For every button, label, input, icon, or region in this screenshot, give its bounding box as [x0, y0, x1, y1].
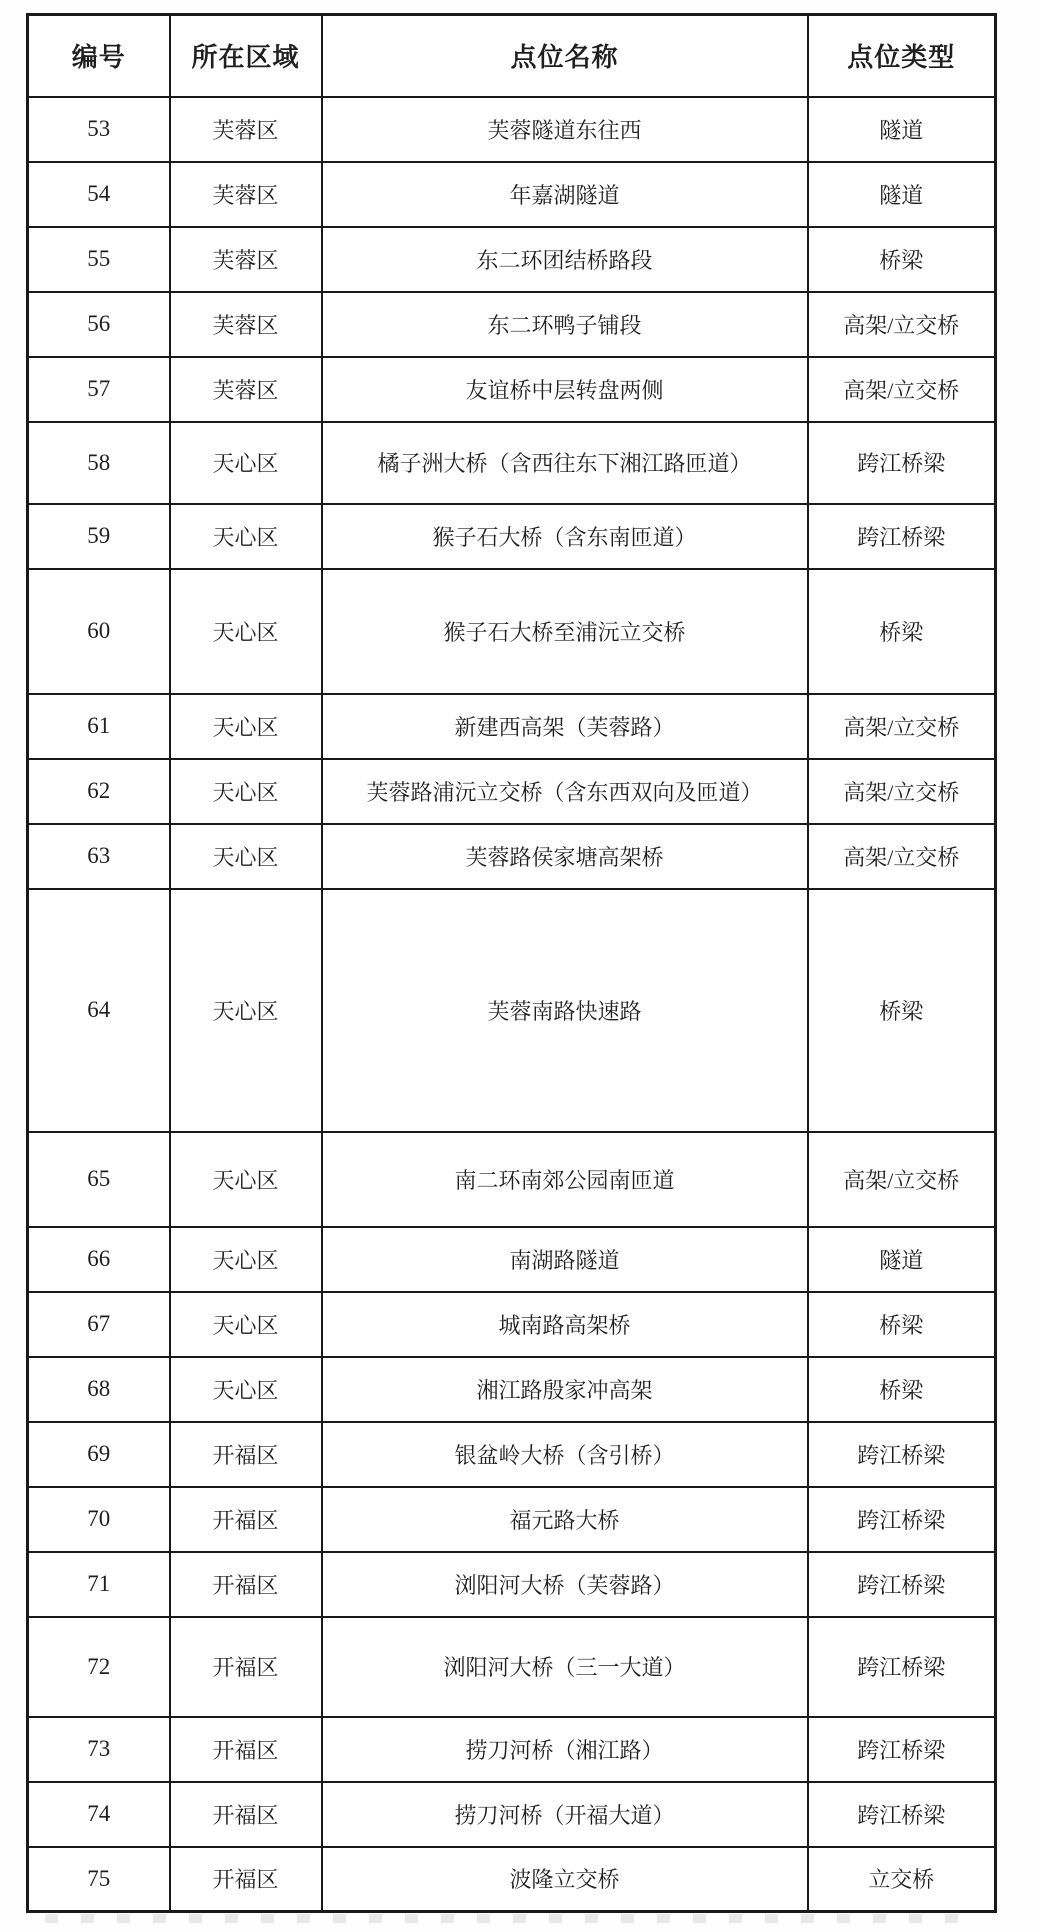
- table-row: [28, 1292, 996, 1357]
- cell-number: 67: [28, 1292, 170, 1357]
- cell-district: 开福区: [170, 1617, 322, 1717]
- cell-district: 开福区: [170, 1847, 322, 1912]
- cell-point-name: 福元路大桥: [322, 1487, 808, 1552]
- cell-point-name: 年嘉湖隧道: [322, 162, 808, 227]
- cell-number: 53: [28, 97, 170, 162]
- cell-point-name: 东二环鸭子铺段: [322, 292, 808, 357]
- table-row: [28, 1357, 996, 1422]
- cell-point-name: 猴子石大桥至浦沅立交桥: [322, 569, 808, 694]
- table-row: [28, 1552, 996, 1617]
- cell-number: 62: [28, 759, 170, 824]
- table-row: [28, 504, 996, 569]
- cell-number: 56: [28, 292, 170, 357]
- cell-point-type: 桥梁: [808, 1357, 996, 1422]
- cell-point-type: 隧道: [808, 97, 996, 162]
- table-row: [28, 1132, 996, 1227]
- cell-point-type: 跨江桥梁: [808, 1487, 996, 1552]
- cell-district: 芙蓉区: [170, 97, 322, 162]
- cell-district: 开福区: [170, 1487, 322, 1552]
- cell-point-name: 芙蓉路浦沅立交桥（含东西双向及匝道）: [322, 759, 808, 824]
- cell-number: 74: [28, 1782, 170, 1847]
- cell-number: 65: [28, 1132, 170, 1227]
- col-header-district: 所在区域: [170, 15, 322, 97]
- cell-number: 59: [28, 504, 170, 569]
- cell-point-name: 芙蓉隧道东往西: [322, 97, 808, 162]
- cell-point-type: 隧道: [808, 1227, 996, 1292]
- cell-number: 69: [28, 1422, 170, 1487]
- table-row: [28, 1617, 996, 1717]
- cell-point-name: 东二环团结桥路段: [322, 227, 808, 292]
- cell-number: 66: [28, 1227, 170, 1292]
- table-row: [28, 1847, 996, 1912]
- cell-point-type: 高架/立交桥: [808, 694, 996, 759]
- table-row: [28, 1487, 996, 1552]
- cell-point-type: 跨江桥梁: [808, 1617, 996, 1717]
- cell-point-type: 高架/立交桥: [808, 292, 996, 357]
- cell-district: 天心区: [170, 422, 322, 504]
- table-row: [28, 227, 996, 292]
- cell-number: 58: [28, 422, 170, 504]
- cell-point-type: 跨江桥梁: [808, 1717, 996, 1782]
- table-row: [28, 1227, 996, 1292]
- cell-point-name: 城南路高架桥: [322, 1292, 808, 1357]
- cell-point-name: 浏阳河大桥（芙蓉路）: [322, 1552, 808, 1617]
- table-row: [28, 824, 996, 889]
- cell-number: 63: [28, 824, 170, 889]
- cell-district: 天心区: [170, 504, 322, 569]
- cell-district: 开福区: [170, 1717, 322, 1782]
- cell-district: 天心区: [170, 694, 322, 759]
- cell-district: 天心区: [170, 1132, 322, 1227]
- table-row: [28, 569, 996, 694]
- table-row: [28, 422, 996, 504]
- table-row: [28, 1782, 996, 1847]
- header-row: [28, 15, 996, 97]
- col-header-point-name: 点位名称: [322, 15, 808, 97]
- table-row: [28, 292, 996, 357]
- cell-point-name: 友谊桥中层转盘两侧: [322, 357, 808, 422]
- cell-point-type: 高架/立交桥: [808, 759, 996, 824]
- cell-point-type: 桥梁: [808, 569, 996, 694]
- cell-point-name: 猴子石大桥（含东南匝道）: [322, 504, 808, 569]
- cell-district: 天心区: [170, 824, 322, 889]
- table-row: [28, 889, 996, 1132]
- cell-number: 68: [28, 1357, 170, 1422]
- cell-district: 天心区: [170, 1357, 322, 1422]
- cell-point-type: 跨江桥梁: [808, 1552, 996, 1617]
- table-row: [28, 694, 996, 759]
- cell-point-name: 芙蓉路侯家塘高架桥: [322, 824, 808, 889]
- table-row: [28, 1422, 996, 1487]
- cell-point-type: 跨江桥梁: [808, 1782, 996, 1847]
- cell-district: 天心区: [170, 1227, 322, 1292]
- cell-point-type: 跨江桥梁: [808, 422, 996, 504]
- cell-point-name: 新建西高架（芙蓉路）: [322, 694, 808, 759]
- cell-district: 开福区: [170, 1422, 322, 1487]
- cell-number: 61: [28, 694, 170, 759]
- cell-point-type: 隧道: [808, 162, 996, 227]
- cell-number: 73: [28, 1717, 170, 1782]
- cell-point-type: 高架/立交桥: [808, 1132, 996, 1227]
- cell-point-type: 桥梁: [808, 227, 996, 292]
- cell-district: 天心区: [170, 759, 322, 824]
- cell-point-name: 湘江路殷家冲高架: [322, 1357, 808, 1422]
- cell-point-name: 南湖路隧道: [322, 1227, 808, 1292]
- cell-point-name: 橘子洲大桥（含西往东下湘江路匝道）: [322, 422, 808, 504]
- cell-point-name: 捞刀河桥（开福大道）: [322, 1782, 808, 1847]
- cell-point-type: 高架/立交桥: [808, 357, 996, 422]
- cell-district: 芙蓉区: [170, 227, 322, 292]
- cell-point-name: 浏阳河大桥（三一大道）: [322, 1617, 808, 1717]
- table-body: [28, 97, 996, 1912]
- cell-number: 54: [28, 162, 170, 227]
- table-row: [28, 1717, 996, 1782]
- cell-district: 天心区: [170, 889, 322, 1132]
- table-row: [28, 759, 996, 824]
- cell-number: 57: [28, 357, 170, 422]
- cell-point-name: 波隆立交桥: [322, 1847, 808, 1912]
- cell-point-type: 立交桥: [808, 1847, 996, 1912]
- cell-point-name: 南二环南郊公园南匝道: [322, 1132, 808, 1227]
- cell-point-name: 芙蓉南路快速路: [322, 889, 808, 1132]
- cell-district: 芙蓉区: [170, 162, 322, 227]
- cell-point-type: 桥梁: [808, 1292, 996, 1357]
- cell-district: 芙蓉区: [170, 292, 322, 357]
- cell-number: 72: [28, 1617, 170, 1717]
- cell-district: 芙蓉区: [170, 357, 322, 422]
- cell-district: 天心区: [170, 569, 322, 694]
- cell-number: 64: [28, 889, 170, 1132]
- cell-district: 开福区: [170, 1552, 322, 1617]
- monitoring-points-table: [26, 13, 997, 1913]
- cell-number: 70: [28, 1487, 170, 1552]
- cell-district: 天心区: [170, 1292, 322, 1357]
- cell-point-type: 跨江桥梁: [808, 1422, 996, 1487]
- cell-point-name: 捞刀河桥（湘江路）: [322, 1717, 808, 1782]
- cell-point-type: 桥梁: [808, 889, 996, 1132]
- table-row: [28, 97, 996, 162]
- cell-point-type: 高架/立交桥: [808, 824, 996, 889]
- cell-district: 开福区: [170, 1782, 322, 1847]
- col-header-number: 编号: [28, 15, 170, 97]
- cell-number: 71: [28, 1552, 170, 1617]
- col-header-point-type: 点位类型: [808, 15, 996, 97]
- table-header: [28, 15, 996, 97]
- cell-point-type: 跨江桥梁: [808, 504, 996, 569]
- table-row: [28, 357, 996, 422]
- scan-cutoff-artifact: [45, 1914, 960, 1923]
- cell-number: 75: [28, 1847, 170, 1912]
- table-row: [28, 162, 996, 227]
- cell-point-name: 银盆岭大桥（含引桥）: [322, 1422, 808, 1487]
- cell-number: 60: [28, 569, 170, 694]
- cell-number: 55: [28, 227, 170, 292]
